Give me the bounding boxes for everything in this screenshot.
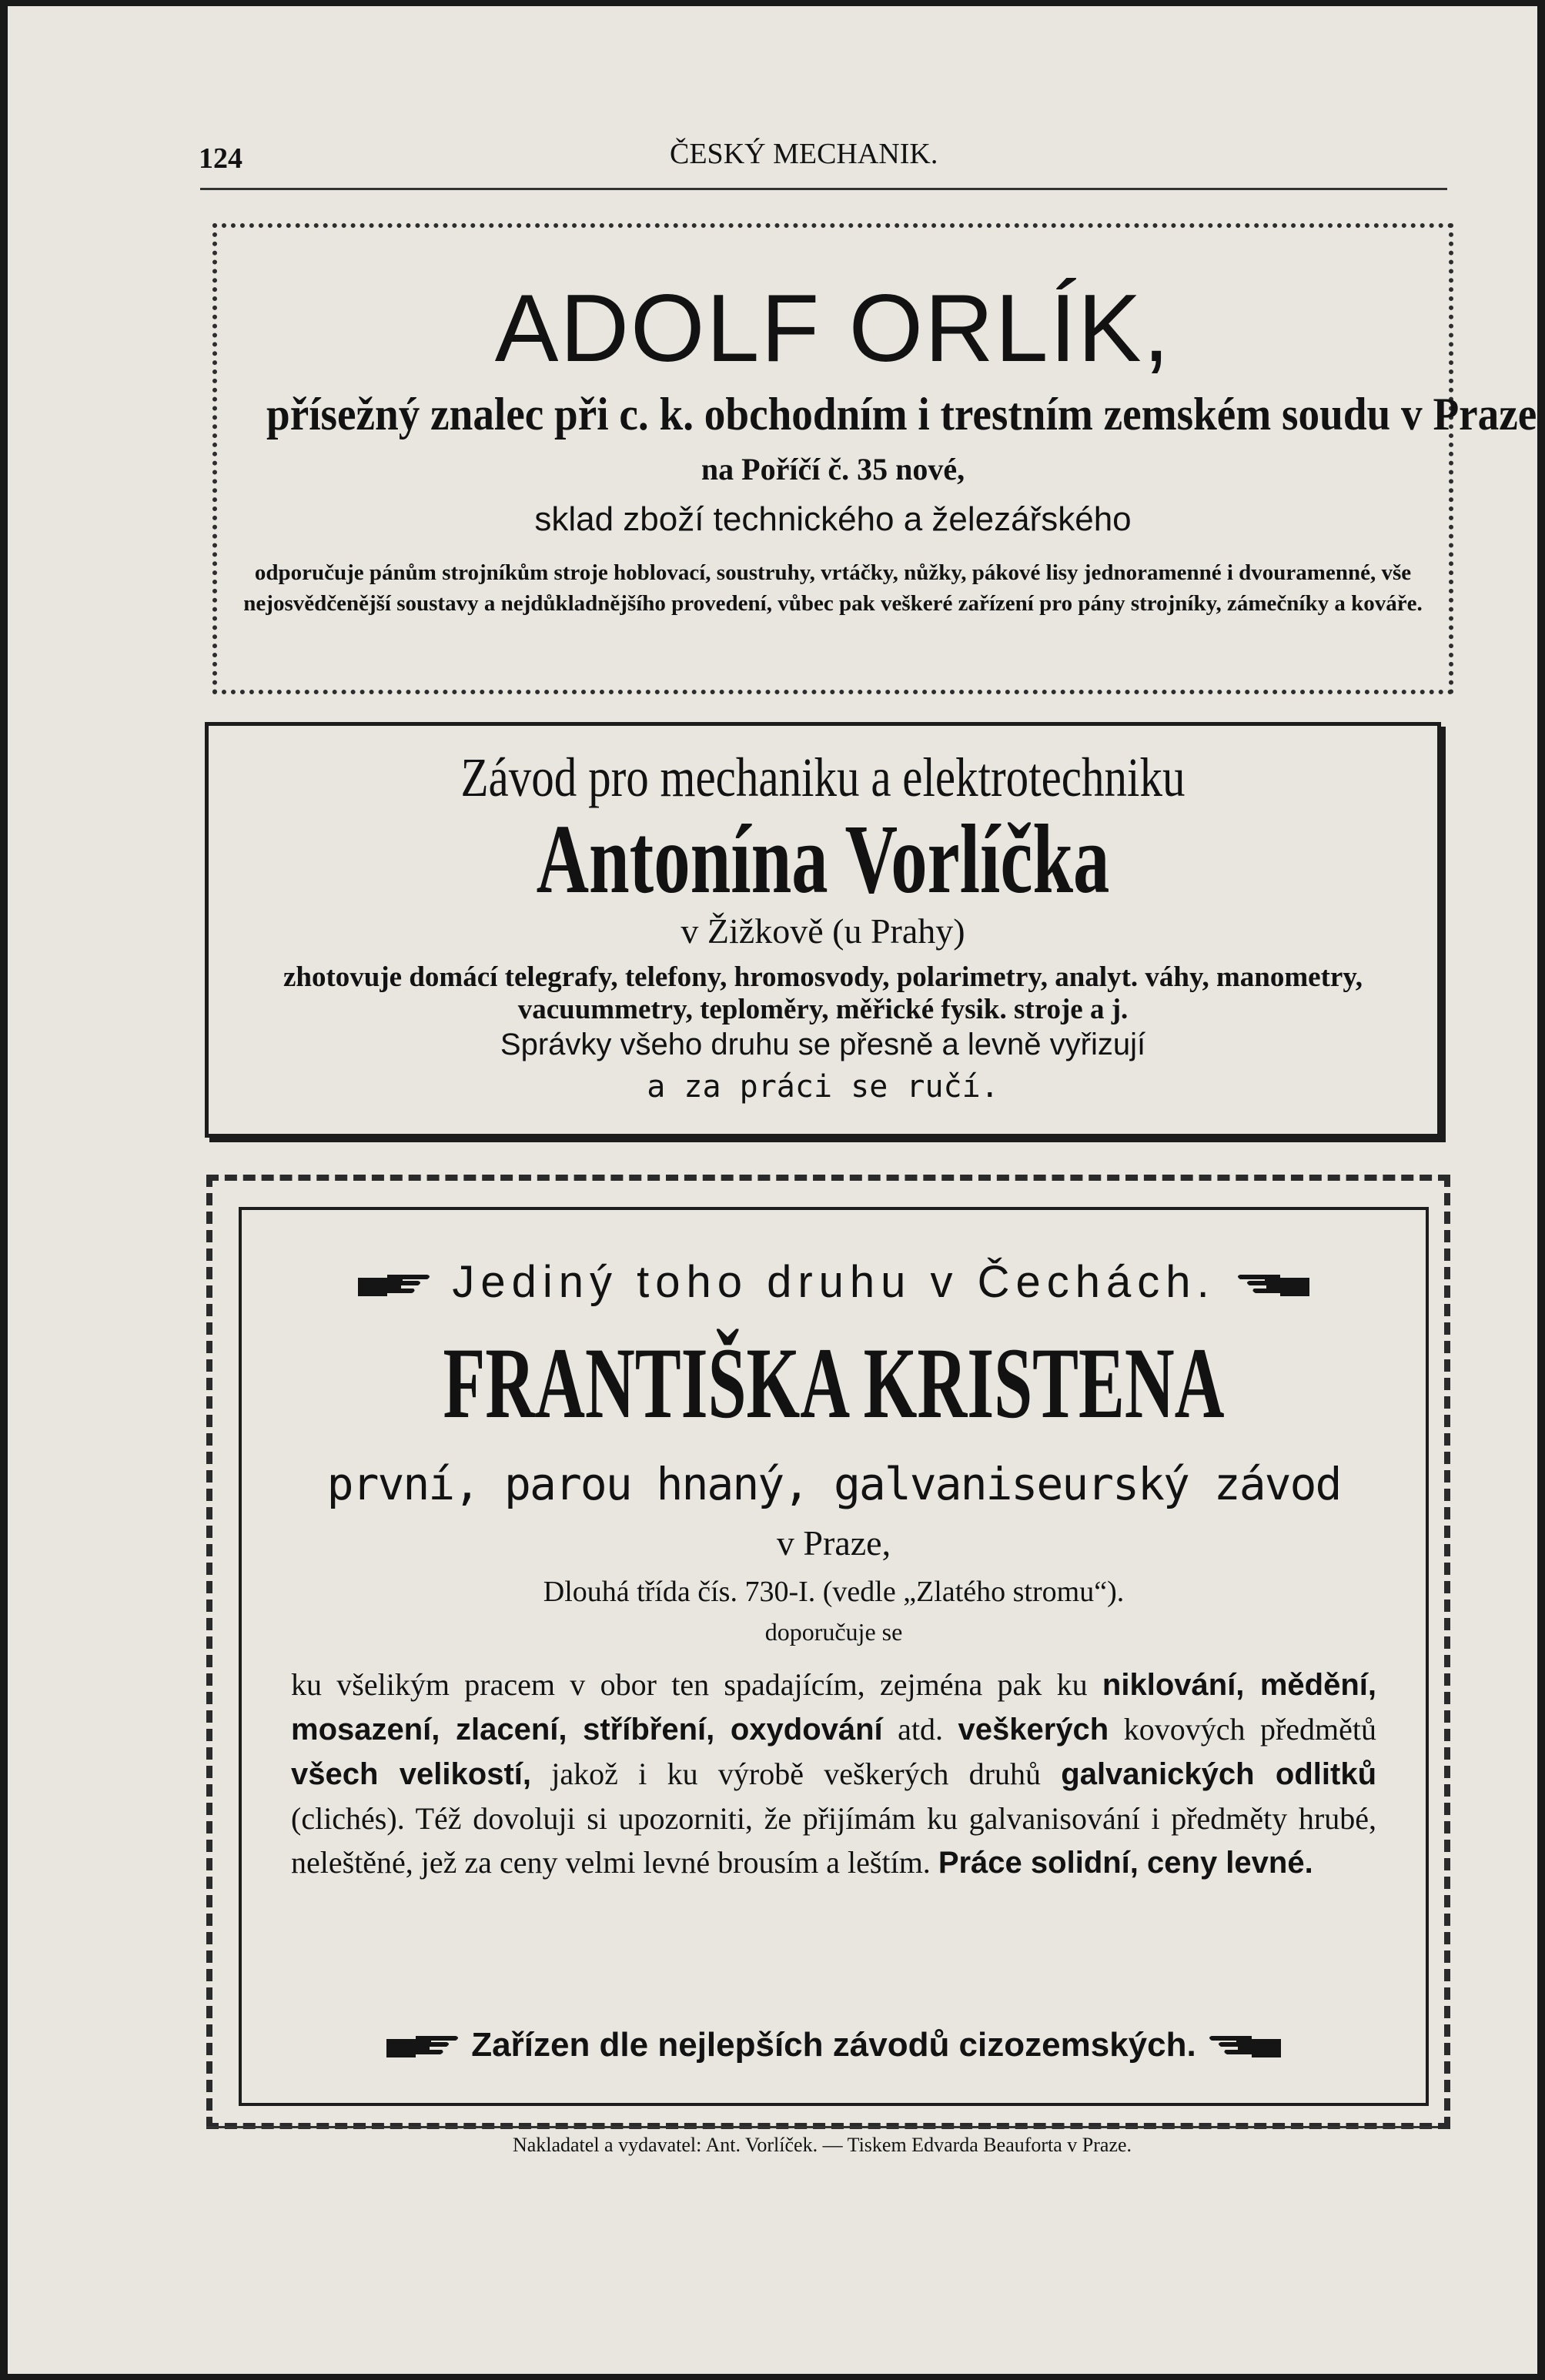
advert-vorlicek-body: zhotovuje domácí telegrafy, telefony, hromosvody, polarimetry, analyt. váhy, manometry, vacuummetry, teploměry, měřické fysik. stroje a j. [283,961,1363,1025]
pointing-hand-icon [1234,1272,1311,1299]
header-rule [200,188,1447,190]
advert-vorlicek-guarantee: a za práci se ručí. [647,1069,999,1105]
footer-rule [206,2126,1438,2128]
imprint: Nakladatel a vydavatel: Ant. Vorlíček. — Tiskem Edvarda Beauforta v Praze. [512,2134,1132,2156]
advert-kristen-first: první, parou hnaný, galvaniseurský závod [326,1458,1341,1510]
advert-vorlicek-place: v Žižkově (u Prahy) [681,911,965,951]
advert-orlik-shop: sklad zboží technického a železářského [534,500,1132,538]
advert-kristen-address: Dlouhá třída čís. 730-I. (vedle „Zlatého stromu“). [543,1576,1125,1608]
advert-kristen-recommends: doporučuje se [764,1618,903,1646]
advert-vorlicek-name: Antonína Vorlíčka [536,804,1110,914]
advert-vorlicek-title: Závod pro mechaniku a elektrotechniku [460,747,1186,808]
page [8,6,1537,2374]
advert-kristen-established-text: Zařízen dle nejlepších závodů cizozemských. [471,2026,1196,2064]
advert-vorlicek-note: Správky všeho druhu se přesně a levně vyřizují [500,1028,1146,1061]
advert-kristen-only-text: Jediný toho druhu v Čechách. [452,1257,1216,1307]
advert-vorlicek [205,722,1441,1138]
advert-orlik-address: na Poříčí č. 35 nové, [701,452,965,486]
pointing-hand-icon [1206,2033,1282,2061]
page-number: 124 [199,142,242,175]
advert-orlik-subtitle: přísežný znalec při c. k. obchodním i trestním zemském soudu v Praze [266,389,1537,440]
running-title: ČESKÝ MECHANIK. [670,138,938,170]
advert-kristen-established [242,2026,1426,2064]
advert-kristen-name: FRANTIŠKA KRISTENA [443,1326,1225,1439]
advert-orlik [212,223,1537,694]
pointing-hand-icon [385,2033,462,2061]
advert-kristen-body: ku všelikým pracem v obor ten spadajícím, zejména pak ku niklování, mědění, mosazení, zlacení, stříbření, oxydování atd. veškerých kovových předmětů všech velikostí, jakož i ku výrobě veškerých druhů galvanických odlitků (clichés). Též dovoluji si upozorniti, že přijímám ku galvanisování i předměty hrubé, neleštěné, jež za ceny velmi levné brousím a leštím. Práce solidní, ceny levné. [291,1667,1377,1880]
advert-kristen [239,1207,1429,2106]
advert-kristen-city: v Praze, [776,1523,891,1563]
advert-orlik-name: ADOLF ORLÍK, [494,276,1172,382]
advert-kristen-only [242,1256,1426,1308]
pointing-hand-icon [356,1272,433,1299]
advert-orlik-body: odporučuje pánům strojníkům stroje hoblovací, soustruhy, vrtáčky, nůžky, pákové lisy jednoramenné i dvouramenné, vše nejosvědčenější soustavy a nejdůkladnějšího provedení, vůbec pak veškeré zařízení pro pány strojníky, zámečníky a kováře. [243,560,1423,616]
